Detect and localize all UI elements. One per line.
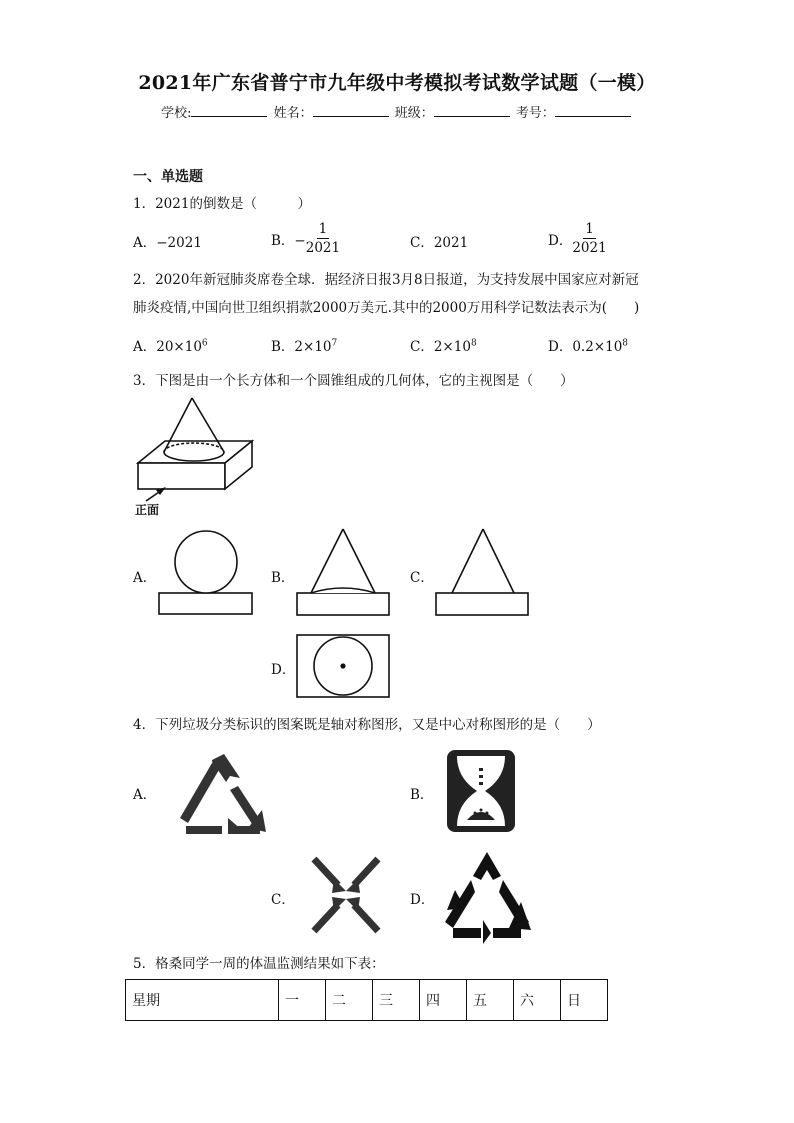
q1-option-b [271, 220, 340, 257]
q3-option-a-label: A． [133, 570, 157, 586]
converging-arrows-icon [310, 855, 382, 935]
table-row [126, 980, 608, 1021]
table-header-cell: 四 [420, 980, 467, 1021]
q4-option-b-label: B． [410, 787, 434, 803]
q3-option-a-figure [155, 527, 255, 617]
hourglass-icon [445, 748, 517, 834]
q3-option-d-label: D． [271, 662, 296, 678]
q3-option-c-label: C． [410, 570, 434, 586]
option-base: 20×10 [156, 339, 202, 355]
table-header-cell: 五 [467, 980, 514, 1021]
q4-option-c-label: C． [271, 892, 295, 908]
option-base: 0.2×10 [572, 339, 623, 355]
option-label: B． [271, 339, 295, 355]
class-label: 班级： [394, 106, 434, 121]
q1-option-b-label: B．− [271, 232, 306, 249]
q3-option-d-figure [294, 632, 394, 700]
q2-option-c [410, 335, 477, 355]
temperature-table [125, 979, 608, 1021]
q1-option-c: C．2021 [410, 235, 469, 251]
q3-option-b-label: B． [271, 570, 295, 586]
table-header-cell: 一 [279, 980, 326, 1021]
q1-option-d-fraction [572, 220, 606, 257]
q1-option-a: A．−2021 [133, 235, 202, 251]
table-header-cell: 日 [561, 980, 608, 1021]
option-exponent: 8 [622, 338, 629, 349]
table-header-cell: 二 [326, 980, 373, 1021]
option-exponent: 7 [331, 338, 338, 349]
option-exponent: 6 [201, 338, 208, 349]
q1-option-b-fraction [306, 220, 340, 257]
school-label: 学校: [161, 106, 192, 121]
question-3-stem: 3．下图是由一个长方体和一个圆锥组成的几何体，它的主视图是（ ） [133, 373, 574, 389]
q3-option-b-figure [293, 527, 393, 619]
student-info-line [0, 102, 794, 121]
question-2-line-2: 肺炎疫情,中国向世卫组织捐款2000万美元.其中的2000万用科学记数法表示为( ) [133, 300, 640, 316]
question-4-stem: 4．下列垃圾分类标识的图案既是轴对称图形，又是中心对称图形的是（ ） [133, 717, 601, 733]
question-1-stem: 1．2021的倒数是（ ） [133, 196, 311, 212]
table-header-cell: 三 [373, 980, 420, 1021]
name-blank[interactable] [313, 104, 389, 117]
table-header-cell: 星期 [126, 980, 279, 1021]
front-view-label: 正面 [135, 503, 160, 517]
recycle-bold-icon [443, 850, 531, 944]
option-base: 2×10 [294, 339, 332, 355]
fraction-denominator: 2021 [572, 240, 607, 256]
fraction-denominator: 2021 [305, 240, 341, 256]
question-2-line-1: 2．2020年新冠肺炎席卷全球．据经济日报3月8日报道，为支持发展中国家应对新冠 [133, 272, 639, 288]
number-blank[interactable] [555, 104, 631, 117]
number-label: 考号： [515, 106, 555, 121]
q2-option-d [548, 335, 628, 355]
q1-option-d [548, 220, 607, 257]
recycle-icon [172, 748, 270, 834]
q4-option-d-label: D． [410, 892, 435, 908]
table-header-cell: 六 [514, 980, 561, 1021]
fraction-numerator: 1 [585, 221, 594, 237]
name-label: 姓名： [273, 106, 313, 121]
option-label: A． [133, 339, 157, 355]
q3-option-c-figure [432, 527, 532, 619]
option-exponent: 8 [470, 338, 477, 349]
fraction-numerator: 1 [318, 221, 328, 237]
q4-option-a-label: A． [133, 787, 157, 803]
section-heading: 一、单选题 [133, 169, 203, 185]
option-label: D． [548, 339, 573, 355]
option-base: 2×10 [433, 339, 471, 355]
school-blank[interactable] [191, 104, 267, 117]
option-label: C． [410, 339, 434, 355]
q2-option-a [133, 335, 208, 355]
class-blank[interactable] [434, 104, 510, 117]
page-title: 2021年广东省普宁市九年级中考模拟考试数学试题（一模） [138, 72, 656, 94]
q1-option-d-label: D． [548, 232, 573, 249]
q2-option-b [271, 335, 337, 355]
question-5-stem: 5．格桑同学一周的体温监测结果如下表： [133, 956, 385, 972]
